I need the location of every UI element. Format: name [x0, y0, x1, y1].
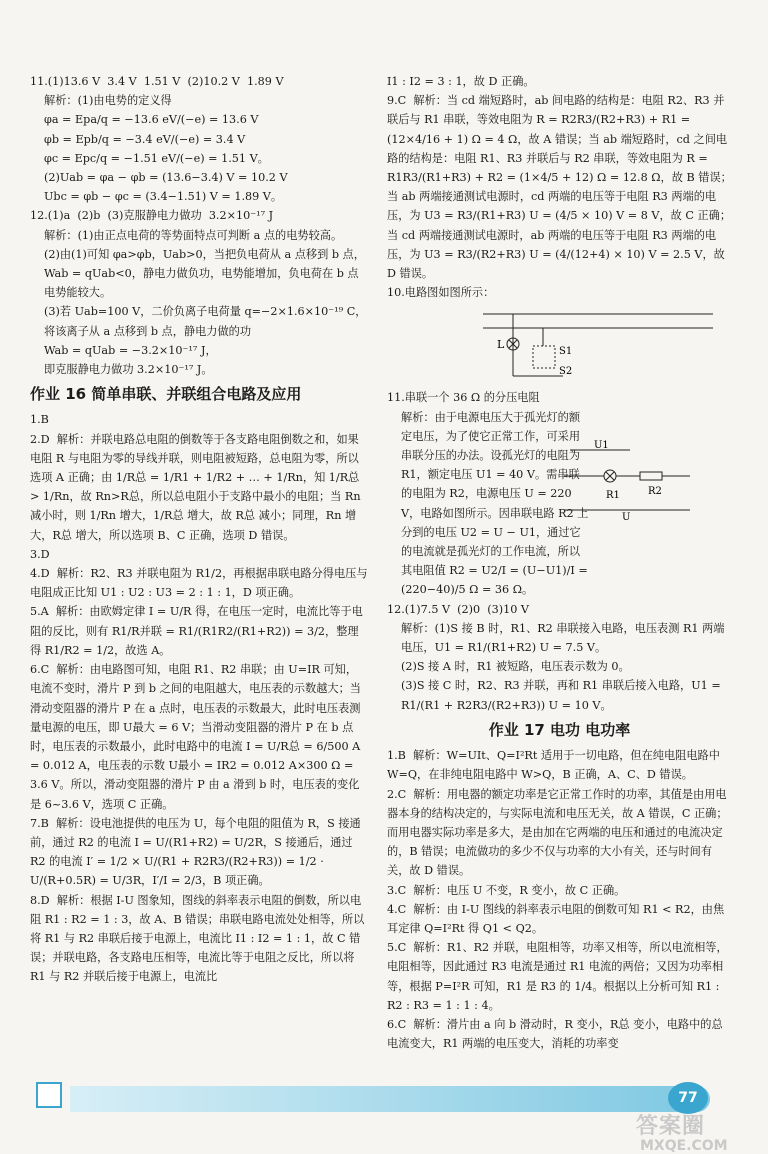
formula-line: (2)Uab = φa − φb = (13.6−3.4) V = 10.2 V: [44, 171, 288, 185]
answer-12-part3: (3)若 Uab=100 V，二价负离子电荷量 q=−2×1.6×10⁻¹⁹ C，将该离子从 a 点移到 b 点，静电力做的功: [44, 305, 367, 338]
formula-line: Wab = qUab = −3.2×10⁻¹⁷ J，: [44, 343, 217, 357]
answer-12-analysis: 解析：(1)由正点电荷的等势面特点可判断 a 点的电势较高。: [44, 228, 343, 242]
answer-9: 9.C 解析：当 cd 端短路时，ab 间电路的结构是：电阻 R2、R3 并联后与 R1 串联，等效电阻为 R = R2R3/(R2+R3) + R1 = (12×4/16 + 1) Ω = 4 Ω，故 A 错误；当 ab 端短路时，cd 之间电路的结构是：电阻 R1、R3 并联后与 R2 串联，等效电阻为 R = R1R3/(R1+R3) + R2 = (1×4/5 + 12) Ω = 12.8 Ω，故 B 错误；当 ab 两端接通测试电源时，cd 两端的电压等于电阻 R3 两端的电压，为 U3 = R3/(R1+R3) U = (4/5 × 10) V = 8 V，故 C 正确；当 cd 两端接通测试电源时，ab 两端的电压等于电阻 R3 两端的电压，为 U3 = R3/(R2+R3) U = (4/(12+4) × 10) V = 2.5 V，故 D 错误。: [387, 94, 732, 281]
r1-label: R1: [606, 490, 620, 501]
answer-10: 10.电路图如图所示：: [387, 286, 495, 300]
answer-2: 2.D 解析：并联电路总电阻的倒数等于各支路电阻倒数之和，如果电阻 R 与电阻为零的导线并联，则电阻被短路，总电阻为零，所以选项 A 正确；由 1/R总 = 1/R1 + 1/R2 + … + 1/Rn，知 1/R总 > 1/Rn，故 Rn>R总，所以总电阻小于支路中最小的电阻；当 Rn 减小时，则 1/Rn 增大，1/R总 增大，故 R总 减小；同理，Rn 增大，R总 增大，所以选项 B、C 正确，选项 D 错误。: [30, 432, 365, 542]
circuit-diagram-11: [560, 440, 700, 524]
answer-12-analysis-3: (3)S 接 C 时，R2、R3 并联，再和 R1 串联后接入电路，U1 = R1/(R1 + R2R3/(R2+R3)) U = 10 V。: [401, 679, 725, 712]
section-title-16: 作业 16 简单串联、并联组合电路及应用: [30, 385, 302, 404]
answer-17-2: 2.C 解析：用电器的额定功率是它正常工作时的功率，其值是由用电器本身的结构决定的，与实际电流和电压无关，故 A 错误，C 正确；而用电器实际功率是多大，是由加在它两端的电压和通过的电流决定的，B 错误；电流做功的多少不仅与功率的大小有关，还与时间有关，故 D 错误。: [387, 787, 728, 878]
u1-label: U1: [594, 440, 609, 451]
answer-4: 4.D 解析：R2、R3 并联电阻为 R1/2，再根据串联电路分得电压与电阻成正比知 U1 : U2 : U3 = 2 : 1 : 1，D 项正确。: [30, 567, 368, 600]
resistor-icon: [640, 472, 662, 480]
answer-12-head: 12.(1)a (2)b (3)克服静电力做功 3.2×10⁻¹⁷ J: [30, 209, 274, 223]
answer-6: 6.C 解析：由电路图可知，电阻 R1、R2 串联；由 U=IR 可知，电流不变时，滑片 P 到 b 之间的电阻越大，电压表的示数越大；当滑动变阻器的滑片 P 在 a 点时，电压表的示数最大，此时电压表测量电源的电压，即 U最大 = 6 V；当滑动变阻器的滑片 P 在 b 点时，电压表的示数最小，此时电路中的电流 I = U/R总 = 6/500 A = 0.012 A，电压表的示数 U最小 = IR2 = 0.012 A×300 Ω = 3.6 V。所以，滑动变阻器的滑片 P 由 a 滑到 b 时，电压表的变化是 6~3.6 V，选项 C 正确。: [30, 663, 364, 811]
answer-12-analysis-2: (2)S 接 A 时，R1 被短路，电压表示数为 0。: [401, 660, 630, 674]
formula-line: φc = Epc/q = −1.51 eV/(−e) = 1.51 V。: [44, 151, 269, 165]
answer-17-5: 5.C 解析：R1、R2 并联，电阻相等，功率又相等，所以电流相等，电阻相等，因此通过 R3 电流是通过 R1 电流的两倍；又因为功率相等，根据 P=I²R 可知，R1 是 R3 的 1/4。根据以上分析可知 R1 : R2 : R3 = 1 : 1 : 4。: [387, 941, 728, 1012]
answer-11-analysis: 解析：(1)由电势的定义得: [44, 94, 172, 108]
formula-line: φb = Epb/q = −3.4 eV/(−e) = 3.4 V: [44, 132, 246, 146]
answer-3: 3.D: [30, 547, 50, 561]
answer-8: 8.D 解析：根据 I-U 图象知，图线的斜率表示电阻的倒数，所以电阻 R1 : R2 = 1 : 3，故 A、B 错误；串联电路电流处处相等，所以将 R1 与 R2 串联后接于电源上，电流比 I1 : I2 = 1 : 1，故 C 错误；并联电路，各支路电压相等，电流比等于电阻之反比，所以将 R1 与 R2 并联后接于电源上，电流比: [30, 893, 365, 984]
watermark-url: MXQE.COM: [640, 1138, 728, 1154]
circuit-svg-2: [560, 440, 700, 524]
answer-11: 11.串联一个 36 Ω 的分压电阻: [387, 391, 540, 405]
answer-1: 1.B: [30, 413, 49, 427]
answer-11-analysis: 解析：由于电源电压大于孤光灯的额定电压，为了使它正常工作，可采用串联分压的办法。设孤光灯的电阻为 R1，额定电压 U1 = 40 V。需串联的电阻为 R2，电源电压 U = 220 V，电路如图所示。因串联电路 R2 上分到的电压 U2 = U − U1，通过它的电流就是孤光灯的工作电流，所以其电阻值 R2 = U2/I = (U−U1)/I = (220−40)/5 Ω = 36 Ω。: [401, 410, 592, 597]
r2-label: R2: [648, 486, 662, 497]
circuit-diagram-10: [473, 306, 723, 382]
switch-s2-label: S2: [559, 366, 573, 378]
answer-17-4: 4.C 解析：由 I-U 图线的斜率表示电阻的倒数可知 R1 < R2，由焦耳定律 Q=I²Rt 得 Q1 < Q2。: [387, 902, 725, 935]
page-footer: [0, 1076, 768, 1154]
answer-12-analysis-1: 解析：(1)S 接 B 时，R1、R2 串联接入电路，电压表测 R1 两端电压，U1 = R1/(R1+R2) U = 7.5 V。: [401, 621, 725, 655]
answer-5: 5.A 解析：由欧姆定律 I = U/R 得，在电压一定时，电流比等于电阻的反比，则有 R1/R并联 = R1/(R1R2/(R1+R2)) = 3/2，整理得 R1/R2 = 1/2，故选 A。: [30, 605, 363, 657]
answer-17-3: 3.C 解析：电压 U 不变，R 变小，故 C 正确。: [387, 883, 626, 897]
switch-box: [533, 346, 555, 368]
formula-line: 即克服静电力做功 3.2×10⁻¹⁷ J。: [44, 363, 213, 377]
right-column: [387, 72, 732, 1053]
circuit-svg: [473, 306, 723, 382]
section-title-17: 作业 17 电功 电功率: [488, 720, 631, 739]
lamp-label: L: [497, 338, 505, 352]
page-number: 77: [668, 1082, 708, 1114]
answer-7: 7.B 解析：设电池提供的电压为 U，每个电阻的阻值为 R，S 接通前，通过 R2 的电流 I = U/(R1+R2) = U/2R，S 接通后，通过 R2 的电流 I′ = 1/2 × U/(R1 + R2R3/(R2+R3)) = 1/2 · U/(R+0.5R) = U/3R，I′/I = 2/3，B 项正确。: [30, 816, 361, 888]
answer-12: 12.(1)7.5 V (2)0 (3)10 V: [387, 602, 529, 616]
formula-line: Ubc = φb − φc = (3.4−1.51) V = 1.89 V。: [44, 190, 283, 204]
left-column: [30, 72, 368, 987]
answer-8-cont: I1 : I2 = 3 : 1，故 D 正确。: [387, 75, 535, 88]
u-label: U: [622, 512, 631, 523]
switch-s1-label: S1: [559, 346, 573, 358]
answer-17-6: 6.C 解析：滑片由 a 向 b 滑动时，R 变小，R总 变小，电路中的总电流变大，R1 两端的电压变大，消耗的功率变: [387, 1017, 723, 1051]
watermark: 答案圈: [636, 1114, 706, 1139]
formula-line: φa = Epa/q = −13.6 eV/(−e) = 13.6 V: [44, 113, 259, 127]
answer-11-head: 11.(1)13.6 V 3.4 V 1.51 V (2)10.2 V 1.89 V: [30, 75, 284, 88]
footer-box: [36, 1082, 62, 1108]
answer-17-1: 1.B 解析：W=UIt、Q=I²Rt 适用于一切电路，但在纯电阻电路中 W=Q，在非纯电阻电路中 W>Q，B 正确，A、C、D 错误。: [387, 749, 724, 782]
footer-band: [70, 1086, 710, 1112]
answer-12-part2: (2)由(1)可知 φa>φb，Uab>0，当把负电荷从 a 点移到 b 点，Wab = qUab<0，静电力做负功，电势能增加，负电荷在 b 点电势能较大。: [44, 247, 365, 300]
